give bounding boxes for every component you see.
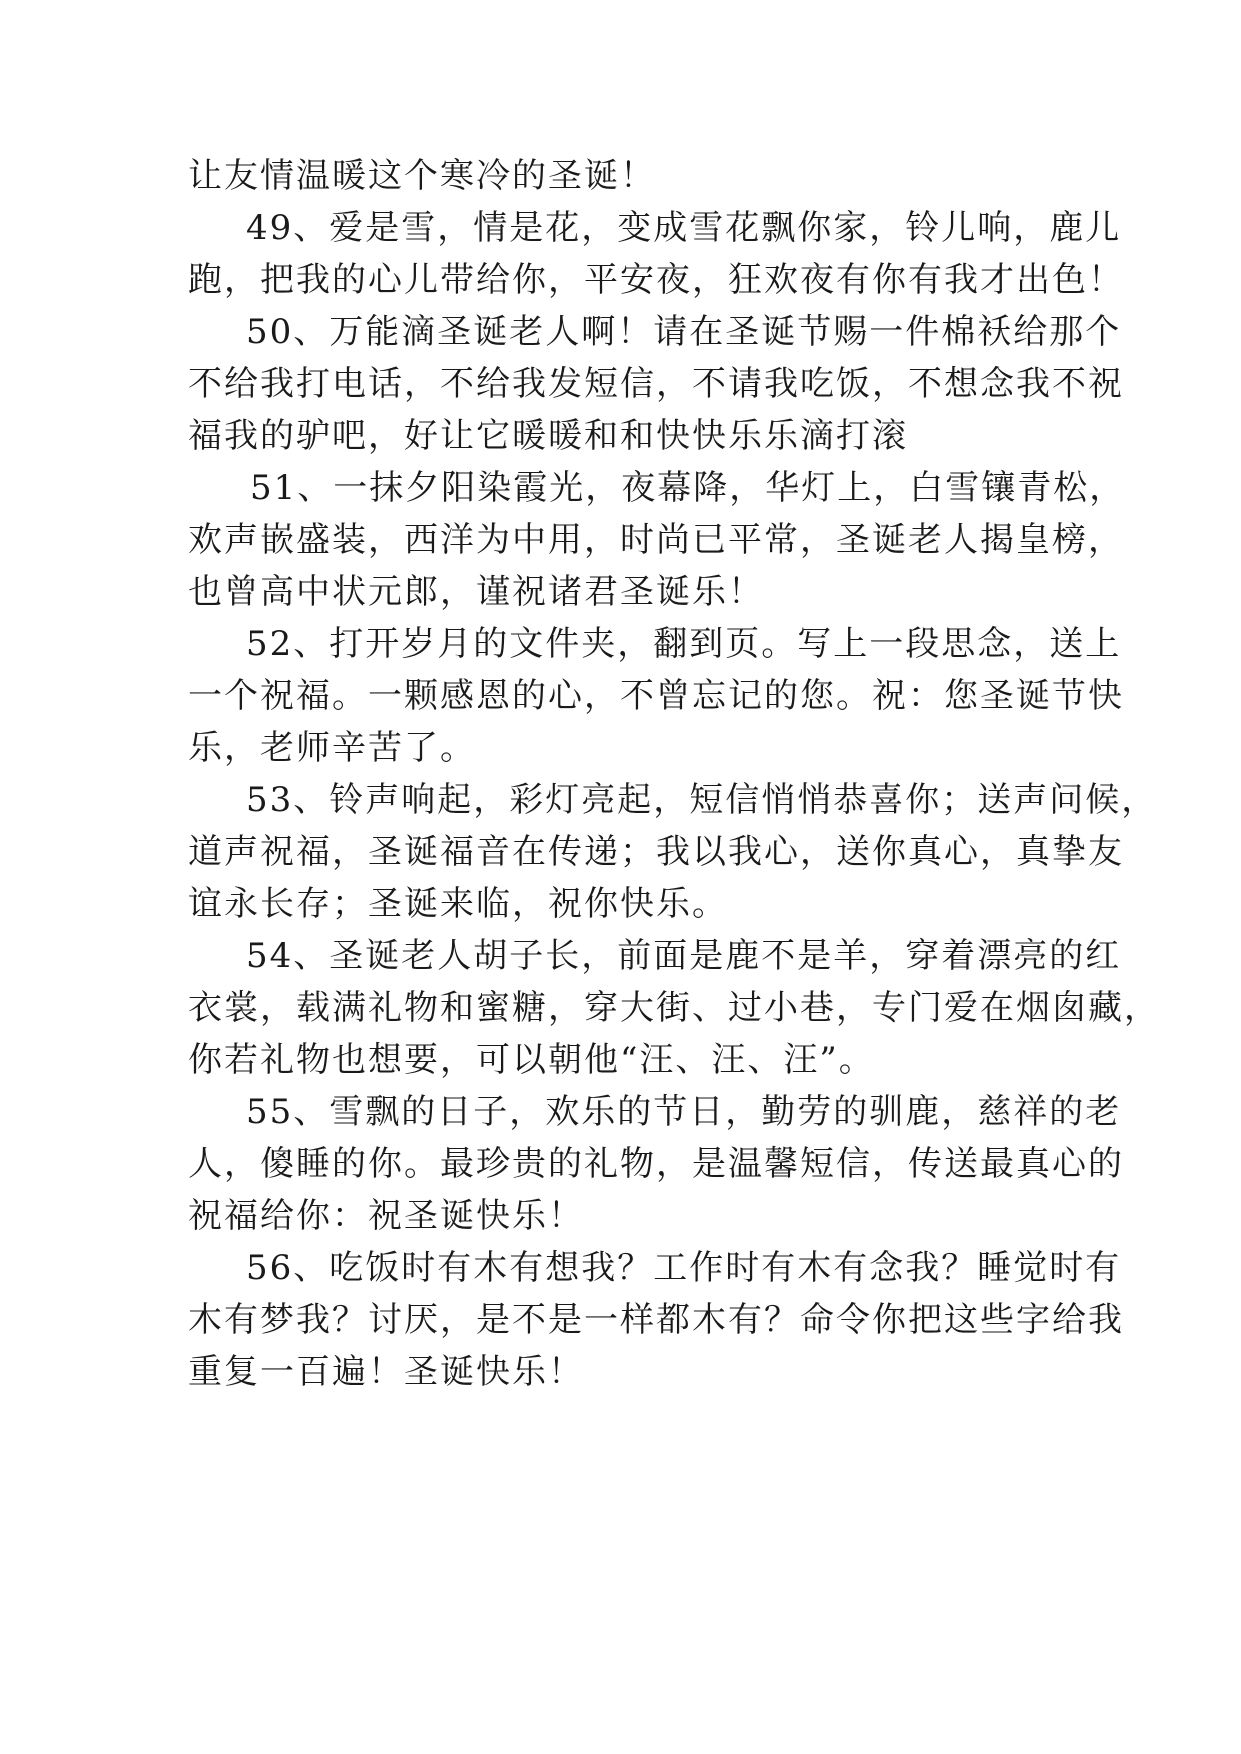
text-line: 人，傻睡的你。最珍贵的礼物，是温馨短信，传送最真心的 — [188, 1144, 1124, 1184]
text-line: 福我的驴吧，好让它暖暖和和快快乐乐滴打滚 — [188, 416, 908, 456]
text-line: 50、万能滴圣诞老人啊！请在圣诞节赐一件棉袄给那个 — [246, 312, 1122, 352]
text-line: 乐，老师辛苦了。 — [188, 728, 476, 768]
text-line: 49、爱是雪，情是花，变成雪花飘你家，铃儿响，鹿儿 — [246, 208, 1122, 248]
text-line: 跑，把我的心儿带给你，平安夜，狂欢夜有你有我才出色！ — [188, 260, 1124, 300]
text-line: 让友情温暖这个寒冷的圣诞！ — [188, 156, 656, 196]
text-line: 谊永长存；圣诞来临，祝你快乐。 — [188, 884, 728, 924]
text-line: 木有梦我？讨厌，是不是一样都木有？命令你把这些字给我 — [188, 1300, 1124, 1340]
text-line: 道声祝福，圣诞福音在传递；我以我心，送你真心，真挚友 — [188, 832, 1124, 872]
text-line: 53、铃声响起，彩灯亮起，短信悄悄恭喜你；送声问候， — [246, 780, 1158, 820]
text-line: 祝福给你：祝圣诞快乐！ — [188, 1196, 584, 1236]
text-line: 重复一百遍！圣诞快乐！ — [188, 1352, 584, 1392]
text-line: 一个祝福。一颗感恩的心，不曾忘记的您。祝：您圣诞节快 — [188, 676, 1124, 716]
text-line: 51、一抹夕阳染霞光，夜幕降，华灯上，白雪镶青松， — [250, 468, 1126, 508]
text-line: 55、雪飘的日子，欢乐的节日，勤劳的驯鹿，慈祥的老 — [246, 1092, 1122, 1132]
text-line: 52、打开岁月的文件夹，翻到页。写上一段思念，送上 — [246, 624, 1122, 664]
text-line: 欢声嵌盛装，西洋为中用，时尚已平常，圣诞老人揭皇榜， — [188, 520, 1124, 560]
text-line: 衣裳，载满礼物和蜜糖，穿大街、过小巷，专门爱在烟囱藏， — [188, 988, 1160, 1028]
text-line: 56、吃饭时有木有想我？工作时有木有念我？睡觉时有 — [246, 1248, 1122, 1288]
text-line: 也曾高中状元郎，谨祝诸君圣诞乐！ — [188, 572, 764, 612]
text-line: 你若礼物也想要，可以朝他“汪、汪、汪”。 — [188, 1040, 875, 1080]
text-line: 54、圣诞老人胡子长，前面是鹿不是羊，穿着漂亮的红 — [246, 936, 1122, 976]
text-line: 不给我打电话，不给我发短信，不请我吃饭，不想念我不祝 — [188, 364, 1124, 404]
